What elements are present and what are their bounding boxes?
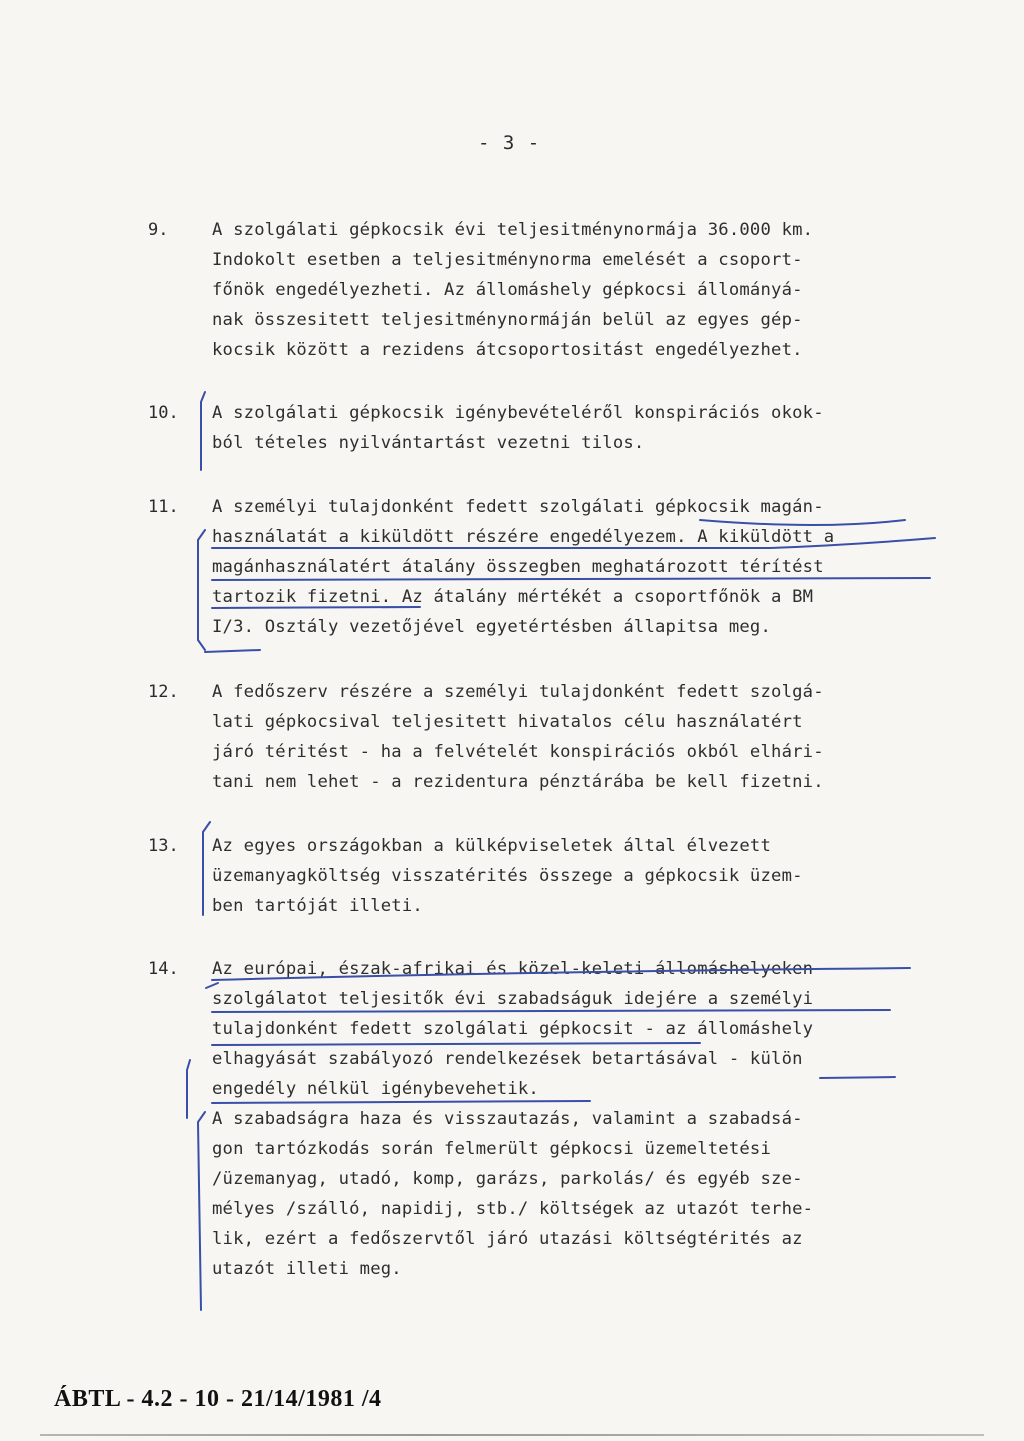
text-line: szolgálatot teljesitők évi szabadságuk idejére a személyi	[212, 989, 814, 1009]
text-line: gon tartózkodás során felmerült gépkocsi üzemeltetési	[212, 1139, 772, 1159]
text-line: Az egyes országokban a külképviseletek által élvezett	[212, 836, 772, 856]
margin-bracket	[203, 822, 210, 915]
paragraph-body	[212, 831, 942, 921]
margin-bracket-tail	[205, 650, 260, 652]
text-line: magánhasználatért átalány összegben meghatározott térítést	[212, 557, 824, 577]
text-line: A fedőszerv részére a személyi tulajdonként fedett szolgá-	[212, 682, 824, 702]
text-line: Az európai, észak-afrikai és közel-keleti állomáshelyeken	[212, 959, 814, 979]
text-line: üzemanyagköltség visszatérités összege a gépkocsik üzem-	[212, 866, 803, 886]
margin-bracket	[187, 1060, 190, 1118]
archive-reference: ÁBTL - 4.2 - 10 - 21/14/1981 /4	[54, 1386, 382, 1412]
paragraph-number: 13.	[148, 836, 179, 856]
paragraph-body	[212, 398, 942, 458]
text-line: A szolgálati gépkocsik évi teljesitménynormája 36.000 km.	[212, 220, 814, 240]
text-line: engedély nélkül igénybevehetik.	[212, 1079, 539, 1099]
text-line: mélyes /szálló, napidij, stb./ költségek az utazót terhe-	[212, 1199, 814, 1219]
text-line: lati gépkocsival teljesitett hivatalos célu használatért	[212, 712, 803, 732]
text-line: A személyi tulajdonként fedett szolgálati gépkocsik magán-	[212, 497, 824, 517]
text-line: lik, ezért a fedőszervtől járó utazási költségtérités az	[212, 1229, 803, 1249]
paragraph-body	[212, 492, 942, 642]
margin-bracket	[201, 392, 205, 470]
page-number: - 3 -	[478, 132, 541, 154]
text-line: tulajdonként fedett szolgálati gépkocsit - az állomáshely	[212, 1019, 814, 1039]
text-line: A szabadságra haza és visszautazás, valamint a szabadsá-	[212, 1109, 803, 1129]
paragraph-body	[212, 215, 942, 365]
text-line: /üzemanyag, utadó, komp, garázs, parkolás/ és egyéb sze-	[212, 1169, 803, 1189]
paragraph-number: 10.	[148, 403, 179, 423]
text-line: főnök engedélyezheti. Az állomáshely gépkocsi állományá-	[212, 280, 803, 300]
text-line: nak összesitett teljesitménynormáján belül az egyes gép-	[212, 310, 803, 330]
text-line: elhagyását szabályozó rendelkezések betartásával - külön	[212, 1049, 803, 1069]
margin-bracket	[198, 530, 205, 650]
text-line: járó téritést - ha a felvételét konspirációs okból elhári-	[212, 742, 824, 762]
paragraph-number: 9.	[148, 220, 169, 240]
text-line: Indokolt esetben a teljesitménynorma emelését a csoport-	[212, 250, 803, 270]
text-line: kocsik között a rezidens átcsoportositást engedélyezhet.	[212, 340, 803, 360]
text-line: A szolgálati gépkocsik igénybevételéről konspirációs okok-	[212, 403, 824, 423]
text-line: tani nem lehet - a rezidentura pénztárába be kell fizetni.	[212, 772, 824, 792]
page-bottom-edge	[40, 1434, 984, 1436]
text-line: I/3. Osztály vezetőjével egyetértésben állapitsa meg.	[212, 617, 772, 637]
paragraph-number: 14.	[148, 959, 179, 979]
margin-bracket	[198, 1112, 205, 1310]
paragraph-body	[212, 954, 942, 1284]
paragraph-body	[212, 677, 942, 797]
text-line: tartozik fizetni. Az átalány mértékét a csoportfőnök a BM	[212, 587, 814, 607]
text-line: ból tételes nyilvántartást vezetni tilos.	[212, 433, 645, 453]
text-line: használatát a kiküldött részére engedélyezem. A kiküldött a	[212, 527, 835, 547]
paragraph-number: 11.	[148, 497, 179, 517]
text-line: utazót illeti meg.	[212, 1259, 402, 1279]
text-line: ben tartóját illeti.	[212, 896, 423, 916]
paragraph-number: 12.	[148, 682, 179, 702]
